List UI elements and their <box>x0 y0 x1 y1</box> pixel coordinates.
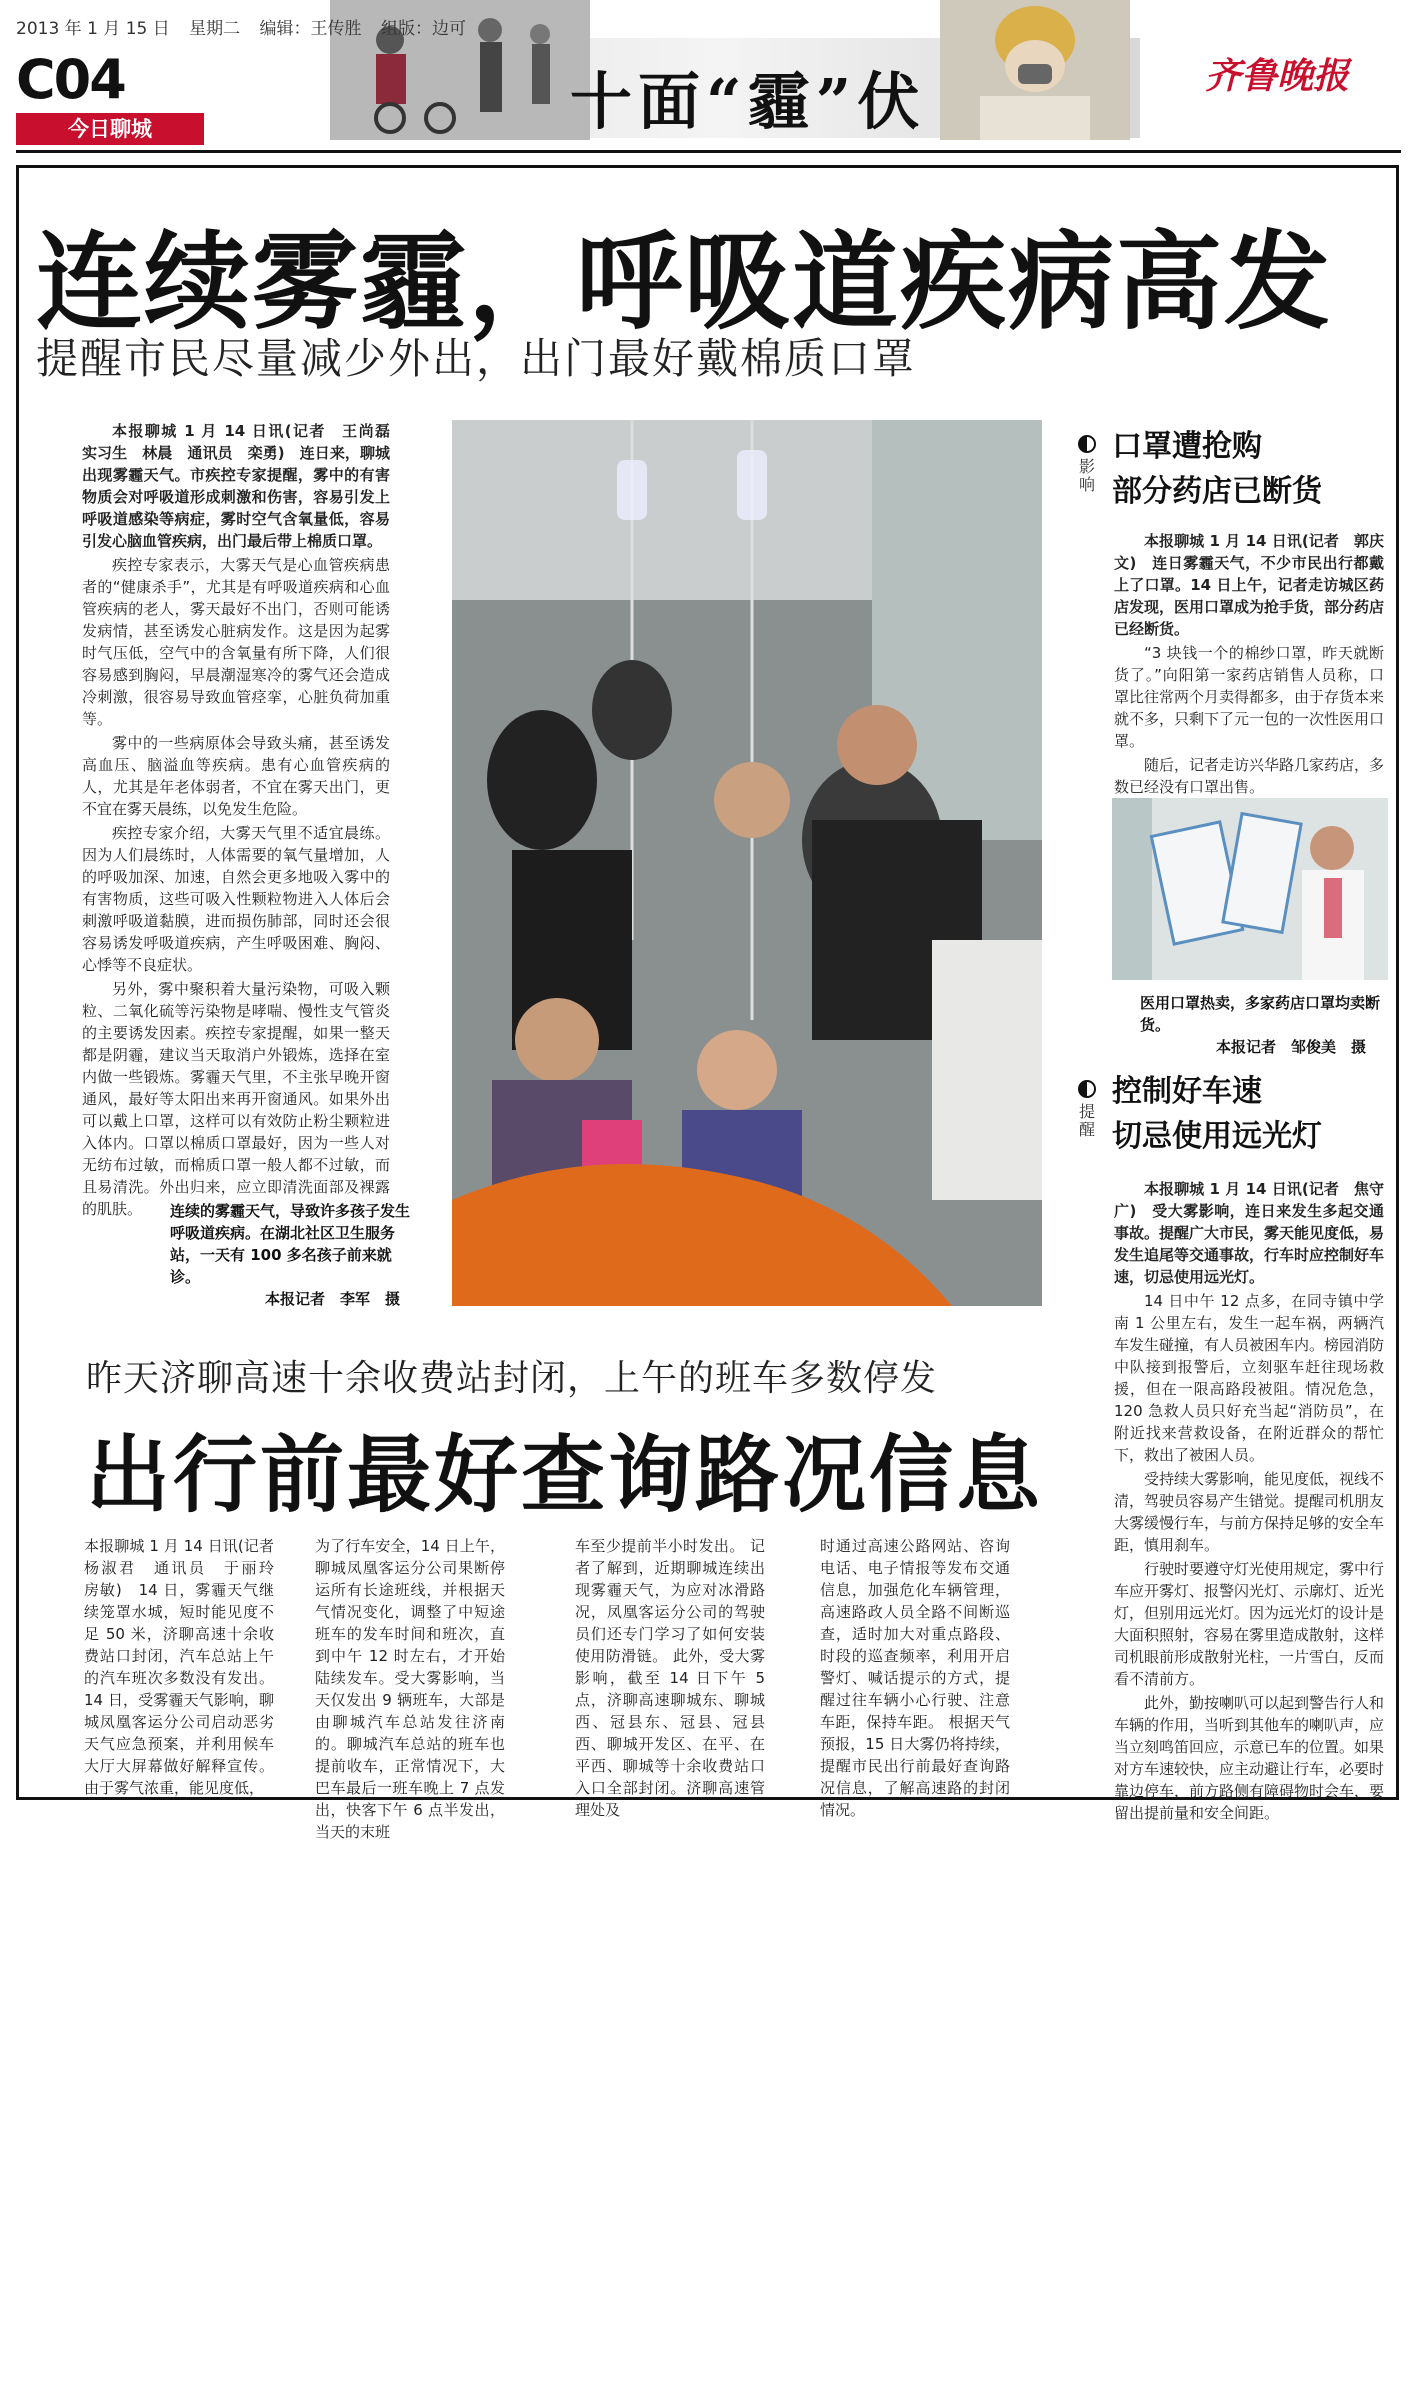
story2-column: 为了行车安全，14 日上午，聊城凤凰客运分公司果断停运所有长途班线，并根据天气情况变化，调整了中短途班车的发车时间和班次，直到中午 12 时左右，才开始陆续发车。受大雾影响，当天仅发出 9 辆班车，大部是由聊城汽车总站发往济南的。聊城汽车总站的班车也提前收车，正常情况下，大巴车最后一班车晚上 7 点发出，快客下午 6 点半发出，当天的末班 <box>315 1537 505 1841</box>
page-number: C04 <box>16 48 125 111</box>
caption-text: 连续的雾霾天气，导致许多孩子发生呼吸道疾病。在湖北社区卫生服务站，一天有 100 多名孩子前来就诊。 <box>170 1202 411 1286</box>
story1-body <box>82 420 406 1218</box>
main-subheadline: 提醒市民尽量减少外出，出门最好戴棉质口罩 <box>36 334 917 383</box>
story2-subheadline: 昨天济聊高速十余收费站封闭，上午的班车多数停发 <box>86 1358 938 1399</box>
header-rule <box>16 150 1401 153</box>
side2-body <box>1114 1178 1385 1822</box>
side-marker-icon <box>1078 435 1096 453</box>
mask-package-icon <box>1112 798 1388 980</box>
story2-column: 时通过高速公路网站、咨询电话、电子情报等发布交通信息，加强危化车辆管理，高速路政人员全路不间断巡查，适时加大对重点路段、时段的巡查频率，利用开启警灯、喊话提示的方式，提醒过往车辆小心行驶、注意车距，保持车距。 根据天气预报，15 日大雾仍将持续，提醒市民出行前最好查询路况信息，了解高速路的封闭情况。 <box>820 1537 1010 1819</box>
story1-paragraph: 另外，雾中聚积着大量污染物，可吸入颗粒、二氧化硫等污染物是哮喘、慢性支气管炎的主要诱发因素。疾控专家提醒，如果一整天都是阴霾，建议当天取消户外锻炼，选择在室内做一些锻炼。雾霾天气里，不主张早晚开窗通风，最好等太阳出来再开窗通风。如果外出可以戴上口罩，这样可以有效防止粉尘颗粒进入体内。口罩以棉质口罩最好，因为一些人对无纺布过敏，而棉质口罩一般人都不过敏，而且易清洗。外出归来，应立即清洗面部及裸露的肌肤。 <box>82 980 390 1218</box>
side2-lead: 本报聊城 1 月 14 日讯(记者 焦守广) 受大雾影响，连日来发生多起交通事故。提醒广大市民，雾天能见度低，易发生追尾等交通事故，行车时应控制好车速，切忌使用远光灯。 <box>1114 1180 1385 1286</box>
side2-headline-1: 控制好车速 <box>1112 1074 1262 1109</box>
story1-photo-caption <box>170 1200 420 1310</box>
caption-credit: 本报记者 李军 摄 <box>264 1290 400 1308</box>
story2-column: 车至少提前半小时发出。 记者了解到，近期聊城连续出现雾霾天气，为应对冰滑路况，凤凰客运分公司的驾驶员们还专门学习了如何安装使用防滑链。 此外，受大雾影响，截至 14 日下午 5 点，济聊高速聊城东、聊城西、冠县东、冠县、冠县西、聊城开发区、在平、在平西、聊城等十余收费站口入口全部封闭。济聊高速管理处及 <box>575 1537 765 1819</box>
story1-paragraph: 疾控专家表示，大雾天气是心血管疾病患者的“健康杀手”，尤其是有呼吸道疾病和心血管疾病的老人，雾天最好不出门，否则可能诱发病情，甚至诱发心脏病发作。这是因为起雾时气压低，空气中的含氧量有所下降，人们很容易感到胸闷，早晨潮湿寒冷的雾气还会造成冷刺激，很容易导致血管痉挛，心脏负荷加重等。 <box>82 556 390 728</box>
side1-headline-1: 口罩遭抢购 <box>1112 429 1262 464</box>
side2-headline-2: 切忌使用远光灯 <box>1112 1119 1322 1154</box>
issue-date: 2013 年 1 月 15 日 <box>16 19 170 39</box>
issue-weekday: 星期二 <box>189 19 241 39</box>
masked-woman-icon <box>940 0 1130 140</box>
story2-headline: 出行前最好查询路况信息 <box>86 1426 1044 1524</box>
side2-paragraph: 受持续大雾影响，能见度低，视线不清，驾驶员容易产生错觉。提醒司机朋友大雾缓慢行车，与前方保持足够的安全车距，慎用刹车。 <box>1114 1470 1385 1554</box>
caption-text: 医用口罩热卖，多家药店口罩均卖断货。 <box>1140 994 1381 1034</box>
caption-credit: 本报记者 邹俊美 摄 <box>1215 1038 1366 1056</box>
editor-credit: 编辑：王传胜 <box>259 19 362 39</box>
side1-photo-caption <box>1140 992 1386 1058</box>
date-line <box>16 14 480 39</box>
banner-title: 十面“霾”伏 <box>570 65 926 138</box>
newspaper-logo: 齐鲁晚报 <box>1205 55 1350 97</box>
side1-paragraph: 随后，记者走访兴华路几家药店，多数已经没有口罩出售。 <box>1114 756 1385 796</box>
side1-body <box>1114 530 1385 796</box>
side2-paragraph: 此外，勤按喇叭可以起到警告行人和车辆的作用，当听到其他车的喇叭声，应当立刻鸣笛回应，示意已车的位置。如果对方车速较快，应主动避让行车，必要时靠边停车，前方路侧有障碍物时会车，要留出提前量和安全间距。 <box>1114 1694 1385 1822</box>
side1-tag: 影响 <box>1078 457 1095 494</box>
infusion-room-icon <box>452 420 1042 1306</box>
story1-paragraph: 雾中的一些病原体会导致头痛，甚至诱发高血压、脑溢血等疾病。患有心血管疾病的人，尤其是年老体弱者，不宜在雾天出门，更不宜在雾天晨练，以免发生危险。 <box>82 734 390 818</box>
layout-credit: 组版：边可 <box>380 19 466 39</box>
side1-lead: 本报聊城 1 月 14 日讯(记者 郭庆文) 连日雾霾天气，不少市民出行都戴上了口罩。14 日上午，记者走访城区药店发现，医用口罩成为抢手货，部分药店已经断货。 <box>1114 532 1385 638</box>
side1-paragraph: “3 块钱一个的棉纱口罩，昨天就断货了。”向阳第一家药店销售人员称，口罩比往常两个月卖得都多，由于存货本来就不多，只剩下了元一包的一次性医用口罩。 <box>1114 644 1385 750</box>
side2-paragraph: 行驶时要遵守灯光使用规定，雾中行车应开雾灯、报警闪光灯、示廓灯、近光灯，但别用远光灯。因为远光灯的设计是大面积照射，容易在雾里造成散射，这样司机眼前形成散射光柱，一片雪白，反而看不清前方。 <box>1114 1560 1385 1688</box>
story2-column: 本报聊城 1 月 14 日讯(记者 杨淑君 通讯员 于丽玲 房敏) 14 日，雾霾天气继续笼罩水城，短时能见度不足 50 米，济聊高速十余收费站口封闭，汽车总站上午的汽车班次多数没有发出。 14 日，受雾霾天气影响，聊城凤凰客运分公司启动恶劣天气应急预案，并利用候车大厅大屏幕做好解释宣传。 由于雾气浓重，能见度低， <box>84 1537 290 1797</box>
story1-lead: 本报聊城 1 月 14 日讯(记者 王尚磊 实习生 林晨 通讯员 栾勇) 连日来，聊城出现雾霾天气。市疾控专家提醒，雾中的有害物质会对呼吸道形成刺激和伤害，容易引发上呼吸道感染等病症，雾时空气含氧量低，容易引发心脑血管疾病，出门最后带上棉质口罩。 <box>82 422 406 550</box>
story1-paragraph: 疾控专家介绍，大雾天气里不适宜晨练。因为人们晨练时，人体需要的氧气量增加，人的呼吸加深、加速，自然会更多地吸入雾中的有害物质，这些可吸入性颗粒物进入人体后会刺激呼吸道黏膜，进而损伤肺部，同时还会很容易诱发呼吸道疾病，产生呼吸困难、胸闷、心悸等不良症状。 <box>82 824 390 974</box>
section-label: 今日聊城 <box>16 113 204 145</box>
side2-tag: 提醒 <box>1078 1102 1095 1139</box>
side-marker-icon <box>1078 1080 1096 1098</box>
banner-illustration-right <box>940 0 1130 140</box>
side2-paragraph: 14 日中午 12 点多，在同寺镇中学南 1 公里左右，发生一起车祸，两辆汽车发生碰撞，有人员被困车内。榜园消防中队接到报警后，立刻驱车赶往现场救援，但在一限高路段被阻。情况危急，120 急救人员只好充当起“消防员”，在附近找来营救设备，在附近群众的帮忙下，救出了被困人员。 <box>1114 1292 1385 1464</box>
side1-headline-2: 部分药店已断货 <box>1112 474 1322 509</box>
pharmacy-masks-photo <box>1112 798 1388 980</box>
main-headline: 连续雾霾，呼吸道疾病高发 <box>36 221 1332 344</box>
hospital-infusion-photo <box>452 420 1042 1306</box>
